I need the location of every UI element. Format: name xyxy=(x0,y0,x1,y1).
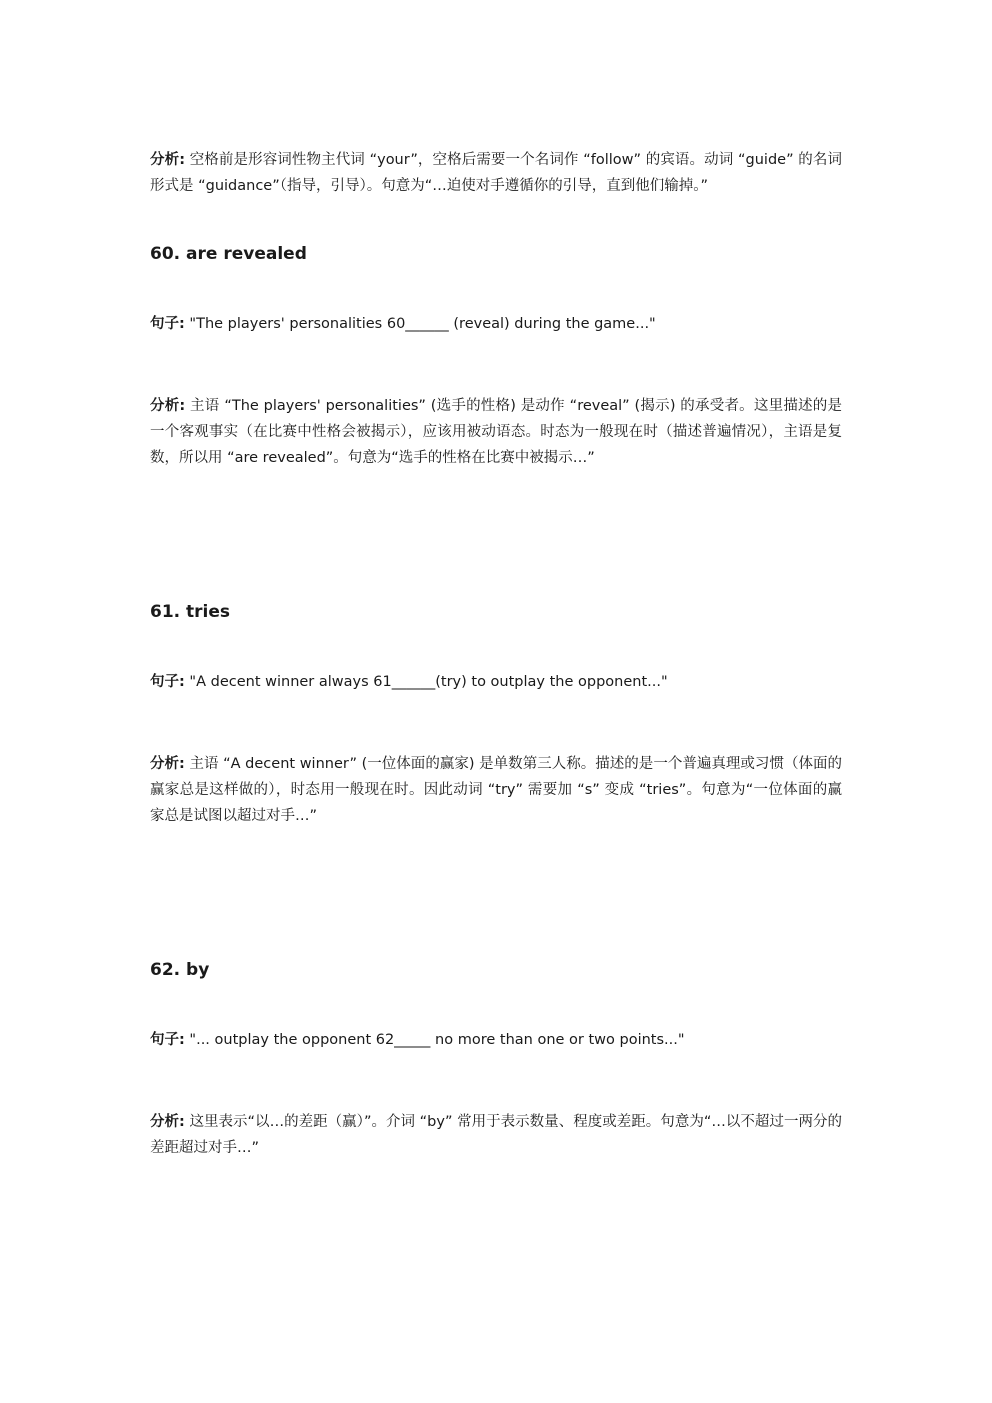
item-62-sentence xyxy=(150,1027,842,1053)
item-62-title: 62. by xyxy=(150,960,210,980)
sentence-label: 句子: xyxy=(150,316,185,332)
item-61-title: 61. tries xyxy=(150,602,231,622)
analysis-label: 分析: xyxy=(150,1114,185,1130)
analysis-text: 空格前是形容词性物主代词 “your”，空格后需要一个名词作 “follow” 的宾语。动词 “guide” 的名词形式是 “guidance”（指导，引导）。句意为“…迫使对手遵循你的引导，直到他们输掉。” xyxy=(150,152,842,194)
sentence-text: "The players' personalities 60______ (reveal) during the game..." xyxy=(184,316,656,332)
analysis-text: 这里表示“以…的差距（赢）”。介词 “by” 常用于表示数量、程度或差距。句意为“…以不超过一两分的差距超过对手…” xyxy=(150,1114,842,1156)
analysis-text: 主语 “A decent winner” (一位体面的赢家) 是单数第三人称。描述的是一个普遍真理或习惯（体面的赢家总是这样做的），时态用一般现在时。因此动词 “try” 需要加 “s” 变成 “tries”。句意为“一位体面的赢家总是试图以超过对手…” xyxy=(150,756,842,824)
item-61-analysis xyxy=(150,751,842,829)
analysis-text: 主语 “The players' personalities” (选手的性格) 是动作 “reveal” (揭示) 的承受者。这里描述的是一个客观事实（在比赛中性格会被揭示），应该用被动语态。时态为一般现在时（描述普遍情况），主语是复数，所以用 “are revealed”。句意为“选手的性格在比赛中被揭示…” xyxy=(150,398,842,466)
sentence-text: "A decent winner always 61______(try) to outplay the opponent..." xyxy=(184,674,668,690)
analysis-label: 分析: xyxy=(150,152,185,168)
item-60-sentence xyxy=(150,311,842,337)
item-60-analysis xyxy=(150,393,842,471)
intro-analysis xyxy=(150,147,842,199)
item-62-analysis xyxy=(150,1109,842,1161)
sentence-label: 句子: xyxy=(150,674,185,690)
item-61-sentence xyxy=(150,669,842,695)
sentence-label: 句子: xyxy=(150,1032,185,1048)
item-60-title: 60. are revealed xyxy=(150,244,307,264)
analysis-label: 分析: xyxy=(150,398,186,414)
sentence-text: "... outplay the opponent 62_____ no more than one or two points..." xyxy=(184,1032,685,1048)
analysis-label: 分析: xyxy=(150,756,185,772)
